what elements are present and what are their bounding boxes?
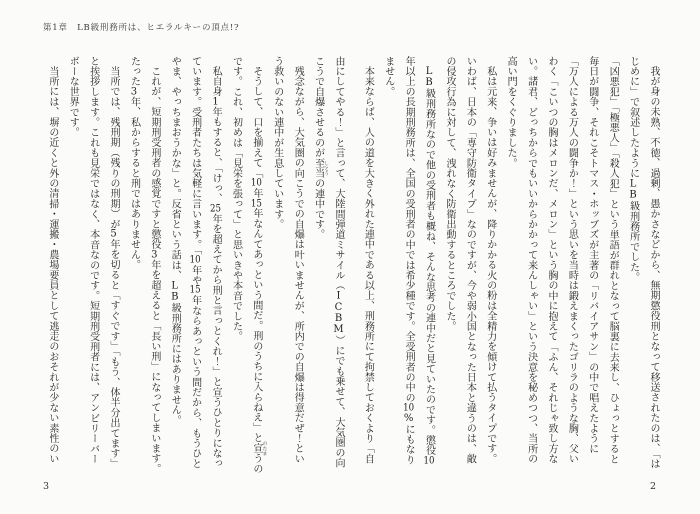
paragraph: 当所には、塀の近くと外の清掃・運搬・農場要員として逃走のおそれが少ない素性のい	[46, 66, 58, 464]
paragraph: 我が身の未熟、不徳、過剰、愚かさなどから、無期懲役刑となって移送されたのは、「はじめに」で叙述したようにLB級刑務所でした。	[627, 56, 659, 470]
paragraph: 当所では、残刑期（残りの刑期）が5年を切ると「すぐです」「もう、体半分出てます」と挨拶します。これも見栄ではなく、本音なのです。短期刑受刑者には、アンビリーバーボーな世界です。	[67, 56, 120, 469]
chapter-header: 第1章 LB級刑務所は、ヒエラルキーの頂点!?	[43, 23, 240, 33]
page-number-3: 3	[43, 481, 50, 492]
paragraph: 残念ながら、大気圏の向こうでの自爆は叶いませんが、所内での自爆は得意だぜ！という救いのない連中が生息しています。	[271, 56, 304, 464]
paragraph: 「凶悪犯」「極悪人」「殺人犯」という単語が群れとなって脳裏に去来し、ひょっとすると毎日が闘争、それこそトマス・ホッブズが主著の「リバイアサン」の中で唱えたように「万人による万人の闘争か！」という思いを当時は鍛えまくったゴリラのような胸、父いわく「こいつの胸はメロンだ、メロン」という胸の中に抱えて「ふん、それじゃ致し方ない。諸君、どっちからでもいいからかかって来んしゃい」という決意を秘めつつ、当所の高い門をくぐりました。	[505, 56, 619, 465]
page-2-text-body	[357, 56, 663, 474]
paragraph: 本来ならば、人の道を大きく外れた連中である以上、刑務所にて拘禁しておくより「自	[362, 66, 374, 464]
paragraph: 由にしてやる！」と言って、大陸間弾道ミサイル（ICBM）にでも乗せて、大気圏の向こうで自爆させるのが至当 しとうの連中です。	[312, 56, 344, 469]
page-number-2: 2	[650, 481, 657, 492]
page-3-text-body	[42, 56, 348, 474]
paragraph: 私自身1年もすると、「けっ、25年を超えてから刑と言っとくれ！」と宣うひとりになっています。受刑者たちは気軽に言います。「10年や15年ならあっという間だから、もうひとやま、やっちまおうかな」と。反省という話は、LB級刑務所にはありません。	[169, 56, 222, 469]
paragraph: 私は元来、争いは好みませんが、降りかかる火の粉は全精力を傾けて払うタイプです。いわば、日本の「専守防衛タイプ」なのですが、今や弱小国となった日本と違うのは、敵の侵攻行為に対して、洩れなく防衛出動するところでした。	[443, 56, 496, 464]
paragraph: これが、短期刑受刑者の感覚ですと懲役3年を超えると「長い刑」になってしまいます。たった3年、私からすると刑ではありません。	[128, 56, 160, 474]
paragraph: LB級刑務所なので他の受刑者も概ね、そんな思考の連中だと見ていたのです。懲役10年以上の長期刑務所は、全国の受刑者の中では希少種です。全受刑者の中の10%にもなりません。	[382, 56, 435, 466]
paragraph: そうして、口を揃えて「10年15年なんてあっという間だ。刑のうちに入らねえ」と宣 のたまうのです。これ、初めは「見栄を張って」と思いきや本音でした。	[230, 56, 267, 474]
